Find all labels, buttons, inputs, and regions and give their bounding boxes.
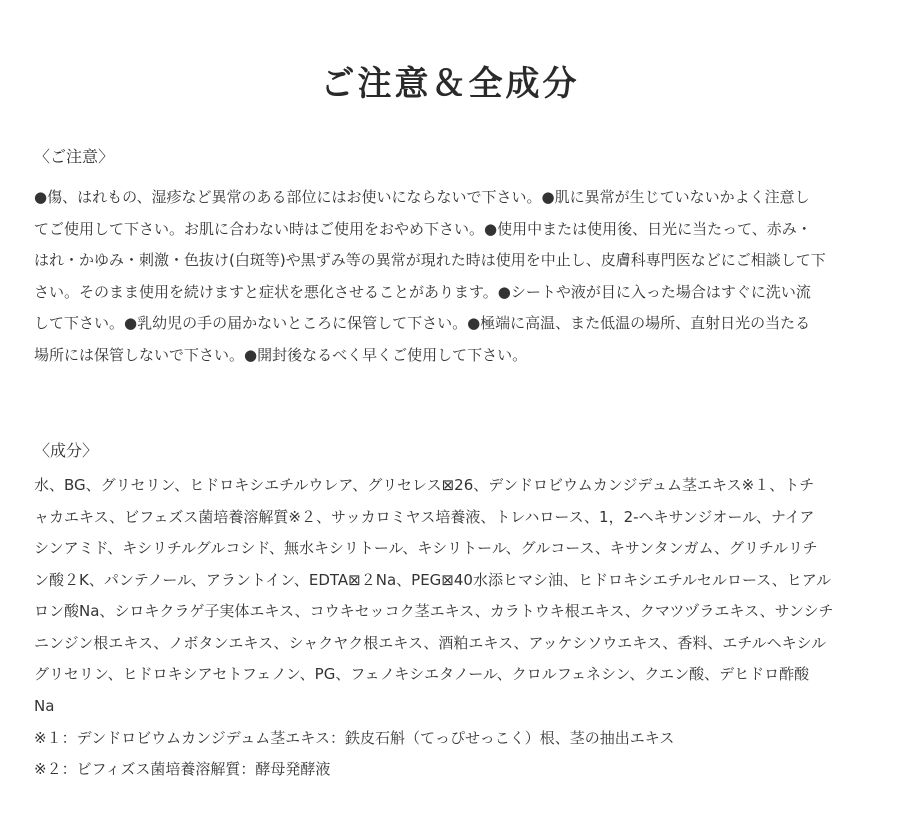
ingredients-heading: 〈成分〉 [34,441,99,460]
page-title: ご注意＆全成分 [320,64,580,104]
ingredient-footnote-1: ※１：デンドロビウムカンジデュム茎エキス：鉄皮石斛（てっぴせっこく）根、茎の抽出エキス [34,729,675,747]
caution-heading: 〈ご注意〉 [34,147,115,166]
ingredient-footnote-2: ※２：ビフィズス菌培養溶解質：酵母発酵液 [34,760,331,778]
ingredients-text: 水、BG、グリセリン、ヒドロキシエチルウレア、グリセレス⊠26、デンドロビウムカンジデュム茎エキス※１、トチ ャカエキス、ビフェズス菌培養溶解質※２、サッカロミヤス培養液、トレハロース、1，2-ヘキサンジオール、ナイア シンアミド、キシリチルグルコシド、無水キシリトール、キシリトール、グルコース、キサンタンガム、グリチルリチ ン酸２K、パンテノール、アラントイン、EDTA⊠２Na、PEG⊠40水添ヒマシ油、ヒドロキシエチルセルロース、ヒアル ロン酸Na、シロキクラゲ子実体エキス、コウキセッコク茎エキス、カラトウキ根エキス、クマツヅラエキス、サンシチ ニンジン根エキス、ノボタンエキス、シャクヤク根エキス、酒粕エキス、アッケシソウエキス、香料、エチルヘキシル グリセリン、ヒドロキシアセトフェノン、PG、フェノキシエタノール、クロルフェネシン、クエン酸、デヒドロ酢酸 Na [34,476,834,715]
caution-text: ●傷、はれもの、湿疹など異常のある部位にはお使いにならないで下さい。●肌に異常が生じていないかよく注意し てご使用して下さい。お肌に合わない時はご使用をおやめ下さい。●使用中または使用後、日光に当たって、赤み・ はれ・かゆみ・刺激・色抜け(白斑等)や黒ずみ等の異常が現れた時は使用を中止し、皮膚科専門医などにご相談して下 さい。そのまま使用を続けますと症状を悪化させることがあります。●シートや液が目に入った場合はすぐに洗い流 して下さい。●乳幼児の手の届かないところに保管して下さい。●極端に高温、また低温の場所、直射日光の当たる 場所には保管しないで下さい。●開封後なるべく早くご使用して下さい。 [34,188,826,364]
